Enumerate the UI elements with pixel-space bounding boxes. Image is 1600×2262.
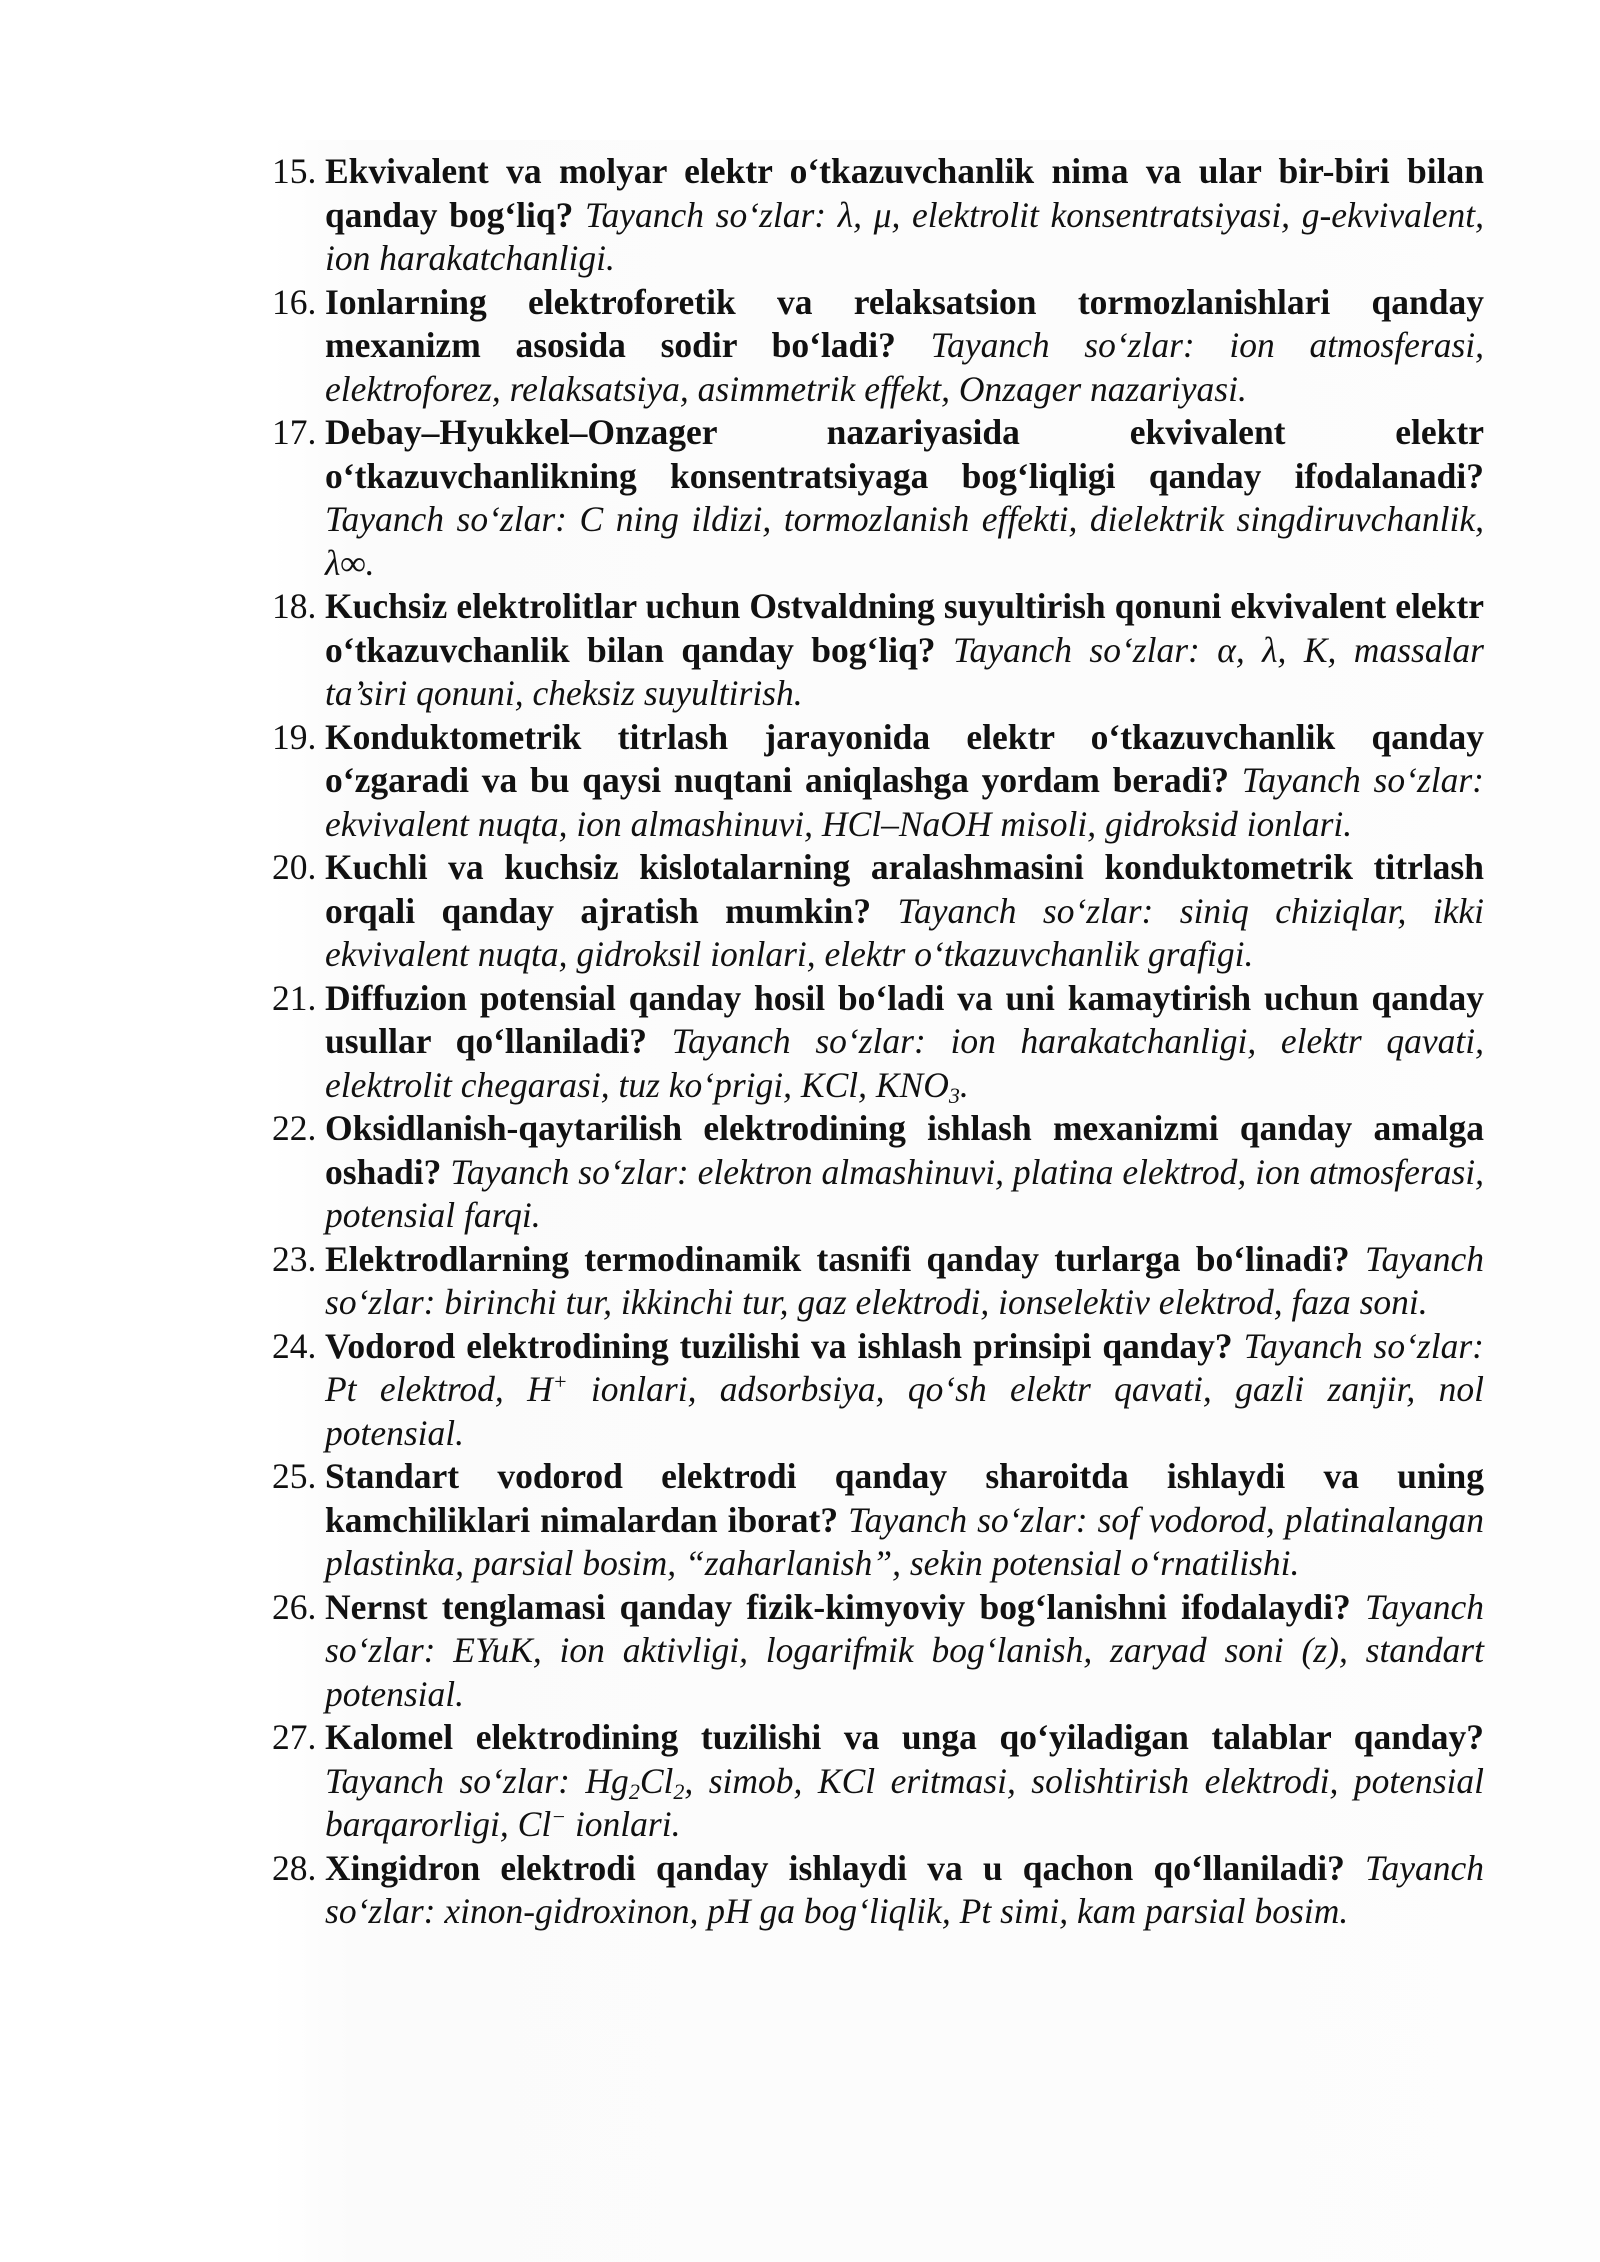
keywords [325, 1152, 1484, 1236]
question-item [272, 1716, 1484, 1847]
question-item [272, 150, 1484, 281]
question-item [272, 1238, 1484, 1325]
subscript: 3 [948, 1082, 960, 1108]
keywords-text: Tayanch so‘zlar: α, λ, K, massalar ta’siri qonuni, cheksiz suyultirish. [325, 629, 1484, 713]
question-number: 27. [272, 1717, 317, 1757]
question-text [325, 1239, 1484, 1323]
question-prompt: Xingidron elektrodi qanday ishlaydi va u qachon qo‘llaniladi? [325, 1847, 1345, 1888]
keywords-text: Tayanch so‘zlar: ion atmosferasi, elektroforez, relaksatsiya, asimmetrik effekt, Onzager nazariyasi. [325, 325, 1485, 409]
keywords [325, 499, 1484, 583]
question-prompt: Diffuzion potensial qanday hosil bo‘ladi va uni kamaytirish uchun qanday usullar qo‘llaniladi? [325, 977, 1484, 1061]
question-text [325, 412, 1484, 583]
keywords [325, 1761, 1484, 1845]
question-item [272, 977, 1484, 1108]
subscript: 2 [673, 1778, 685, 1804]
question-prompt: Kalomel elektrodining tuzilishi va unga qo‘yiladigan talablar qanday? [325, 1717, 1484, 1757]
subscript: 2 [628, 1778, 640, 1804]
question-item [272, 281, 1484, 412]
question-prompt: Nernst tenglamasi qanday fizik-kimyoviy bog‘lanishni ifodalaydi? [325, 1586, 1351, 1627]
keywords-text: Tayanch so‘zlar: Pt elektrod, H [325, 1325, 1484, 1409]
question-number: 22. [272, 1108, 317, 1148]
keywords-text: Tayanch so‘zlar: ion harakatchanligi, elektr qavati, elektrolit chegarasi, tuz ko‘prigi, KCl, KNO [325, 1021, 1485, 1105]
keywords-text: . [959, 1064, 969, 1105]
keywords-text: Tayanch so‘zlar: Hg [325, 1760, 629, 1801]
question-prompt: Standart vodorod elektrodi qanday sharoitda ishlaydi va uning kamchiliklari nimalardan iborat? [325, 1456, 1484, 1540]
question-text [325, 1326, 1484, 1453]
question-prompt: Kuchli va kuchsiz kislotalarning aralashmasini konduktometrik titrlash orqali qanday ajratish mumkin? [325, 847, 1484, 931]
question-text [325, 1108, 1484, 1235]
question-list [272, 150, 1484, 1934]
question-prompt: Konduktometrik titrlash jarayonida elektr o‘tkazuvchanlik qanday o‘zgaradi va bu qaysi nuqtani aniqlashga yordam beradi? [325, 716, 1484, 800]
keywords-text: Tayanch so‘zlar: EYuK, ion aktivligi, logarifmik bog‘lanish, zaryad soni (z), standart potensial. [325, 1586, 1484, 1714]
question-number: 21. [272, 977, 317, 1018]
question-number: 25. [272, 1456, 317, 1496]
question-number: 16. [272, 281, 317, 322]
keywords-text: Tayanch so‘zlar: λ, μ, elektrolit konsentratsiyasi, g-ekvivalent, ion harakatchanligi. [325, 194, 1485, 278]
question-prompt: Debay–Hyukkel–Onzager nazariyasida ekvivalent elektr o‘tkazuvchanlikning konsentratsiyaga bog‘liqligi qanday ifodalanadi? [325, 412, 1484, 496]
question-item [272, 585, 1484, 716]
question-text [325, 586, 1484, 713]
question-prompt: Ekvivalent va molyar elektr o‘tkazuvchanlik nima va ular bir-biri bilan qanday bog‘liq? [325, 151, 1484, 235]
question-number: 19. [272, 716, 317, 757]
question-text [325, 977, 1485, 1108]
question-text [325, 1587, 1484, 1714]
question-number: 23. [272, 1238, 317, 1279]
question-number: 20. [272, 847, 317, 887]
question-item [272, 1107, 1484, 1238]
keywords-text: Cl [639, 1760, 674, 1801]
question-number: 26. [272, 1586, 317, 1627]
question-text [325, 282, 1484, 409]
keywords-text: Tayanch so‘zlar: elektron almashinuvi, platina elektrod, ion atmosferasi, potensial farqi. [325, 1151, 1484, 1235]
keywords-text: Tayanch so‘zlar: C ning ildizi, tormozlanish effekti, dielektrik singdiruvchanlik, λ∞. [325, 499, 1484, 583]
superscript: + [552, 1368, 568, 1394]
question-text [325, 1456, 1484, 1583]
question-prompt: Kuchsiz elektrolitlar uchun Ostvaldning suyultirish qonuni ekvivalent elektr o‘tkazuvchanlik bilan qanday bog‘liq? [325, 586, 1484, 670]
keywords-text: Tayanch so‘zlar: birinchi tur, ikkinchi tur, gaz elektrodi, ionselektiv elektrod, faza soni. [325, 1238, 1484, 1322]
question-text [325, 717, 1484, 844]
question-number: 17. [272, 412, 317, 452]
question-number: 24. [272, 1325, 317, 1366]
keywords-text: Tayanch so‘zlar: sof vodorod, platinalangan plastinka, parsial bosim, “zaharlanish”, sekin potensial o‘rnatilishi. [325, 1499, 1484, 1583]
question-text [325, 1717, 1484, 1844]
keywords-text: , simob, KCl eritmasi, solishtirish elektrodi, potensial barqarorligi, Cl [325, 1760, 1484, 1844]
question-text [325, 151, 1484, 278]
question-item [272, 716, 1484, 847]
question-prompt: Elektrodlarning termodinamik tasnifi qanday turlarga bo‘linadi? [325, 1238, 1350, 1279]
keywords-text: Tayanch so‘zlar: ekvivalent nuqta, ion almashinuvi, HCl–NaOH misoli, gidroksid ionlari. [325, 760, 1485, 844]
question-item [272, 1325, 1484, 1456]
question-text [325, 847, 1484, 974]
question-prompt: Ionlarning elektroforetik va relaksatsion tormozlanishlari qanday mexanizm asosida sodir bo‘ladi? [325, 281, 1484, 365]
question-text [325, 1848, 1484, 1932]
question-item [272, 846, 1484, 977]
keywords-text: ionlari. [566, 1804, 681, 1844]
question-item [272, 1586, 1484, 1717]
question-item [272, 1455, 1484, 1586]
keywords-text: Tayanch so‘zlar: xinon-gidroxinon, pH ga bog‘liqlik, Pt simi, kam parsial bosim. [325, 1847, 1485, 1931]
question-item [272, 411, 1484, 585]
question-number: 15. [272, 151, 317, 191]
question-number: 18. [272, 586, 317, 626]
question-item [272, 1847, 1484, 1934]
superscript: − [551, 1803, 567, 1829]
keywords-text: ionlari, adsorbsiya, qo‘sh elektr qavati, gazli zanjir, nol potensial. [325, 1369, 1484, 1453]
question-prompt: Vodorod elektrodining tuzilishi va ishlash prinsipi qanday? [325, 1325, 1233, 1366]
question-number: 28. [272, 1847, 317, 1888]
question-prompt: Oksidlanish-qaytarilish elektrodining ishlash mexanizmi qanday amalga oshadi? [325, 1108, 1484, 1192]
keywords-text: Tayanch so‘zlar: siniq chiziqlar, ikki ekvivalent nuqta, gidroksil ionlari, elektr o‘tkazuvchanlik grafigi. [325, 890, 1485, 974]
